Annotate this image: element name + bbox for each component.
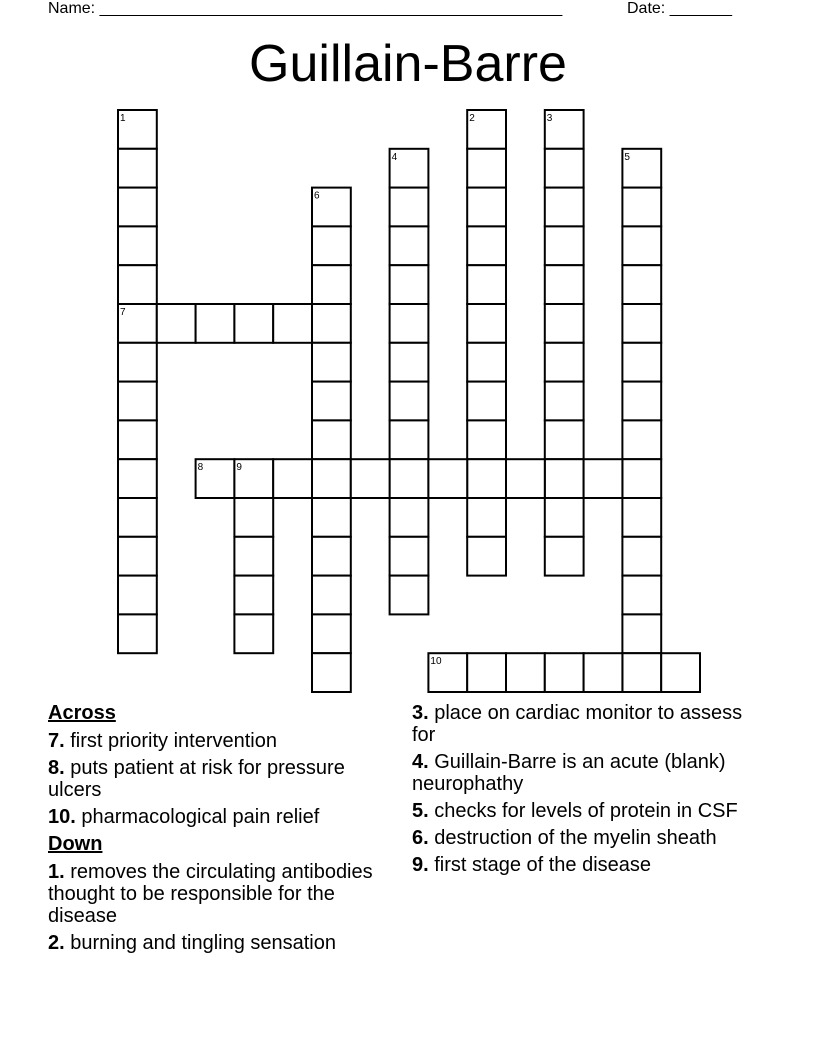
grid-cell[interactable] (545, 537, 584, 576)
grid-cell[interactable] (118, 420, 157, 459)
cell-number-8: 8 (197, 462, 204, 474)
grid-cell[interactable] (118, 382, 157, 421)
grid-cell[interactable] (312, 537, 351, 576)
clue-down-4: 4. Guillain-Barre is an acute (blank) neurophathy (412, 751, 726, 795)
grid-cell[interactable] (545, 459, 584, 498)
clues-right-column (412, 702, 752, 881)
grid-cell[interactable] (234, 304, 273, 343)
grid-cell[interactable] (312, 459, 351, 498)
clues-left-column (48, 702, 388, 959)
grid-cell[interactable] (390, 537, 429, 576)
grid-cell[interactable] (622, 498, 661, 537)
grid-cell[interactable] (467, 304, 506, 343)
clue-down-1: 1. removes the circulating antibodies thought to be responsible for the disease (48, 861, 373, 927)
grid-cell[interactable] (467, 226, 506, 265)
down-heading: Down (48, 833, 103, 855)
cell-number-9: 9 (236, 462, 242, 474)
grid-cell[interactable] (118, 498, 157, 537)
grid-cell[interactable] (118, 188, 157, 227)
cell-number-2: 2 (469, 113, 475, 124)
grid-cell[interactable] (390, 188, 429, 227)
grid-cell[interactable] (545, 188, 584, 227)
grid-cell[interactable] (467, 149, 506, 188)
grid-cell[interactable] (312, 498, 351, 537)
grid-cell[interactable] (661, 653, 700, 692)
grid-cell[interactable] (118, 459, 157, 498)
grid-cell[interactable] (467, 459, 506, 498)
grid-cell[interactable] (428, 459, 467, 498)
name-field-label: Name: ____________________________________________________ (48, 0, 563, 17)
grid-cell[interactable] (390, 420, 429, 459)
grid-cell[interactable] (545, 343, 584, 382)
cell-number-1: 1 (120, 113, 126, 124)
cell-number-4: 4 (391, 151, 398, 163)
grid-cell[interactable] (118, 576, 157, 615)
grid-cell[interactable] (196, 304, 235, 343)
grid-cell[interactable] (622, 653, 661, 692)
grid-cell[interactable] (467, 653, 506, 692)
grid-cell[interactable] (312, 226, 351, 265)
grid-cell[interactable] (312, 653, 351, 692)
cell-number-10: 10 (430, 656, 442, 668)
grid-cell[interactable] (622, 420, 661, 459)
grid-cell[interactable] (390, 304, 429, 343)
grid-cell[interactable] (467, 420, 506, 459)
grid-cell[interactable] (234, 576, 273, 615)
grid-cell[interactable] (312, 304, 351, 343)
puzzle-title: Guillain-Barre (249, 35, 567, 93)
cell-number-6: 6 (314, 190, 320, 202)
grid-cell[interactable] (467, 537, 506, 576)
grid-cell[interactable] (545, 304, 584, 343)
grid-cell[interactable] (545, 653, 584, 692)
grid-cell[interactable] (506, 653, 545, 692)
grid-cell[interactable] (622, 226, 661, 265)
grid-cell[interactable] (118, 343, 157, 382)
grid-cell[interactable] (545, 498, 584, 537)
grid-cell[interactable] (390, 576, 429, 615)
clue-down-9: 9. first stage of the disease (412, 854, 652, 876)
grid-cell[interactable] (622, 343, 661, 382)
clue-down-2: 2. burning and tingling sensation (48, 932, 336, 954)
grid-cell[interactable] (118, 265, 157, 304)
grid-cell[interactable] (622, 537, 661, 576)
grid-cell[interactable] (545, 226, 584, 265)
grid-cell[interactable] (584, 653, 623, 692)
grid-cell[interactable] (234, 498, 273, 537)
grid-cell[interactable] (118, 614, 157, 653)
grid-cell[interactable] (390, 226, 429, 265)
clue-across-8: 8. puts patient at risk for pressure ulcers (48, 757, 345, 801)
grid-cell[interactable] (312, 420, 351, 459)
grid-cell[interactable] (273, 459, 312, 498)
grid-cell[interactable] (312, 343, 351, 382)
grid-cell[interactable] (467, 382, 506, 421)
grid-cell[interactable] (545, 265, 584, 304)
grid-cell[interactable] (312, 576, 351, 615)
grid-cell[interactable] (467, 343, 506, 382)
grid-cell[interactable] (390, 382, 429, 421)
grid-cell[interactable] (312, 382, 351, 421)
grid-cell[interactable] (390, 265, 429, 304)
cell-number-3: 3 (546, 113, 553, 124)
grid-cell[interactable] (622, 382, 661, 421)
across-heading: Across (48, 702, 116, 724)
cell-number-7: 7 (120, 307, 126, 318)
grid-cell[interactable] (622, 576, 661, 615)
date-field-label: Date: _______ (627, 0, 732, 17)
grid-cell[interactable] (622, 304, 661, 343)
clue-down-3: 3. place on cardiac monitor to assess for (412, 702, 743, 746)
grid-cell[interactable] (467, 498, 506, 537)
grid-cell[interactable] (118, 537, 157, 576)
grid-cell[interactable] (312, 614, 351, 653)
grid-cell[interactable] (390, 343, 429, 382)
grid-cell[interactable] (622, 459, 661, 498)
clue-across-7: 7. first priority intervention (48, 730, 277, 752)
grid-cell[interactable] (506, 459, 545, 498)
grid-cell[interactable] (273, 304, 312, 343)
grid-cell[interactable] (584, 459, 623, 498)
cell-number-5: 5 (624, 151, 630, 163)
clue-across-10: 10. pharmacological pain relief (48, 806, 320, 828)
clue-down-5: 5. checks for levels of protein in CSF (412, 800, 738, 822)
grid-cell[interactable] (545, 149, 584, 188)
grid-cell[interactable] (118, 149, 157, 188)
grid-cell[interactable] (234, 537, 273, 576)
grid-cell[interactable] (622, 614, 661, 653)
grid-cell[interactable] (157, 304, 196, 343)
grid-cell[interactable] (467, 188, 506, 227)
clue-down-6: 6. destruction of the myelin sheath (412, 827, 717, 849)
grid-cell[interactable] (545, 420, 584, 459)
grid-cell[interactable] (390, 459, 429, 498)
grid-cell[interactable] (312, 265, 351, 304)
grid-cell[interactable] (622, 188, 661, 227)
grid-cell[interactable] (118, 226, 157, 265)
grid-cell[interactable] (545, 382, 584, 421)
grid-cell[interactable] (390, 498, 429, 537)
grid-cell[interactable] (234, 614, 273, 653)
grid-cell[interactable] (467, 265, 506, 304)
grid-cell[interactable] (622, 265, 661, 304)
grid-cell[interactable] (351, 459, 390, 498)
